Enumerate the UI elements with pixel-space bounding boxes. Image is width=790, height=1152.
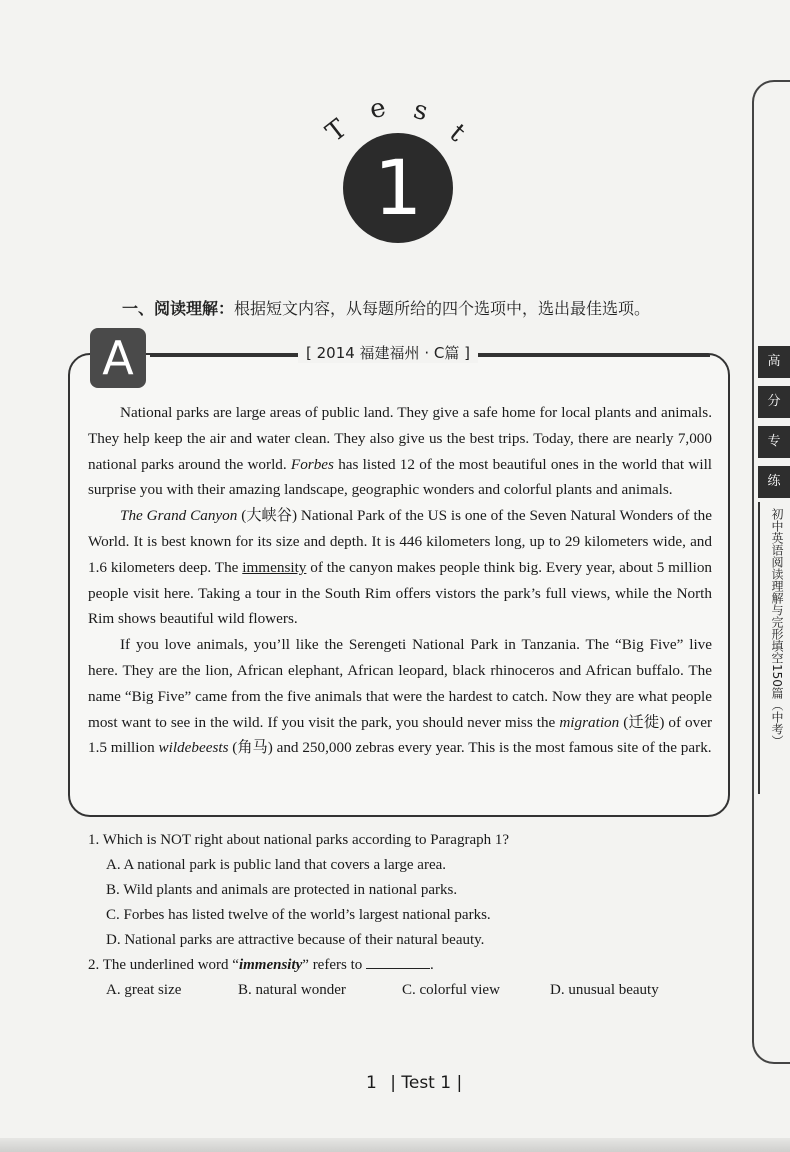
test-letter-e: e [367,92,389,126]
test-letter-s: s [410,94,431,128]
grand-canyon-term: The Grand Canyon [120,507,238,525]
section-heading: 阅读理解： [154,299,235,318]
question-2-option-d[interactable]: D. unusual beauty [550,982,659,998]
question-1-option-b[interactable]: B. Wild plants and animals are protected in national parks. [106,882,458,898]
migration-term: migration [559,713,620,731]
paragraph-2: The Grand Canyon (大峡谷) National Park of the US is one of the Seven Natural Wonders of the World. It is best known for its size and depth. It is 446 kilometers long, up to 29 kilometers wide, and 1.6 kilometers deep. The immensity of the canyon makes people think big. Every year, about 5 million people visit here. Taking a tour in the South Rim offers vistors the park’s full views, while the North Rim shows beautiful wild flowers. [88,507,713,628]
question-1-option-a[interactable]: A. A national park is public land that covers a large area. [106,857,447,873]
immensity-underlined: immensity [242,558,307,576]
questions [88,828,728,1003]
test-number-badge [343,133,453,243]
passage-letter: A [102,331,134,385]
sidebar-tab-zhuan: 专 [758,426,790,458]
sidebar-book-title: 初中英语阅读理解与完形填空150篇（中考） [770,508,784,747]
question-2-option-a[interactable]: A. great size [106,982,182,998]
question-2-option-b[interactable]: B. natural wonder [238,982,346,998]
page-number: 1 [366,1073,377,1093]
test-letter-t: T [320,113,353,149]
paragraph-3: If you love animals, you’ll like the Serengeti National Park in Tanzania. The “Big Five” live here. They are the lion, African elephant, African leopard, black rhinoceros and African buffalo. The name “Big Five” came from the five animals that were the hardest to catch. Now they are what people most want to see in the wild. If you visit the park, you should never miss the migration (迁徙) of over 1.5 million wildebeests (角马) and 250,000 zebras every year. This is the most famous site of the park. [88,636,713,757]
sidebar-tab-gao: 高 [758,346,790,378]
forbes-term: Forbes [290,455,334,473]
paragraph-1: National parks are large areas of public land. They give a safe home for local plants and animals. They help keep the air and water clean. They also give us the best trips. Today, there are nearly 7,000 national parks around the world. Forbes has listed 12 of the most beautiful ones in the world that will surprise you with their amazing landscape, geographic wonders and colorful plants and animals. [88,404,713,499]
section-number: 一、 [122,299,155,318]
passage-badge [90,328,146,388]
section-title [122,296,650,319]
sidebar-tab-fen: 分 [758,386,790,418]
question-2: 2. The underlined word “immensity” refers to . [88,953,728,978]
question-2-option-c[interactable]: C. colorful view [402,982,500,998]
question-1-option-c[interactable]: C. Forbes has listed twelve of the world’s largest national parks. [106,907,491,923]
footer-test-label: | Test 1 | [390,1073,463,1093]
answer-blank[interactable] [366,954,430,969]
test-letter-t2: t [443,118,471,148]
test-number: 1 [373,143,423,232]
page-bottom-edge [0,1138,790,1152]
question-2-options [106,978,728,1003]
sidebar-tab-lian: 练 [758,466,790,498]
wildebeests-term: wildebeests [158,739,229,757]
section-instruction: 根据短文内容，从每题所给的四个选项中，选出最佳选项。 [234,299,651,318]
passage-source: [ 2014 福建福州 · C篇 ] [298,342,478,363]
passage-text [88,400,712,761]
question-1-option-d[interactable]: D. National parks are attractive because of their natural beauty. [106,932,485,948]
question-1: 1. Which is NOT right about national parks according to Paragraph 1? [88,832,510,848]
page-footer [366,1073,462,1093]
question-2-word: immensity [238,957,303,973]
